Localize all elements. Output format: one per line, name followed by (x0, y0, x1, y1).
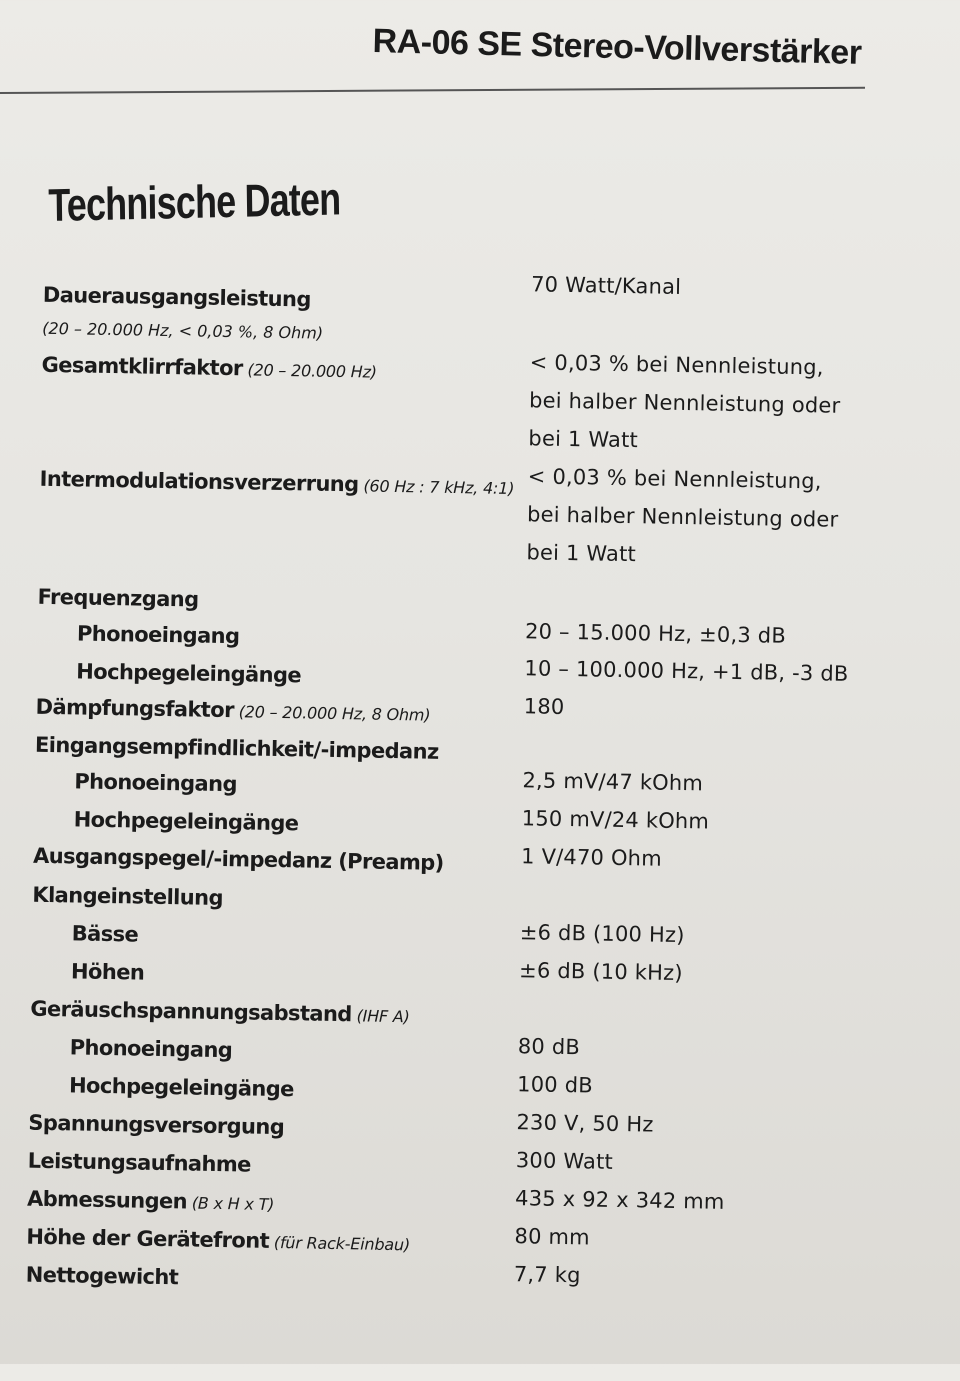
spec-value: ±6 dB (10 kHz) (518, 958, 683, 986)
spec-label (74, 807, 299, 835)
spec-value: < 0,03 % bei Nennleistung, (529, 350, 824, 380)
spec-label-text: Ausgangspegel/-impedanz (Preamp) (32, 843, 444, 875)
spec-note: (60 Hz : 7 kHz, 4:1) (358, 476, 515, 499)
spec-label-text: Spannungsversorgung (28, 1110, 285, 1140)
spec-label (26, 1263, 179, 1290)
spec-label (71, 959, 145, 984)
spec-label-text: Höhe der Gerätefront (26, 1224, 270, 1253)
spec-label (35, 733, 439, 764)
spec-value: 435 x 92 x 342 mm (514, 1186, 725, 1214)
spec-label (76, 659, 301, 687)
spec-value: bei 1 Watt (528, 426, 639, 453)
spec-value: 20 – 15.000 Hz, ±0,3 dB (524, 619, 787, 648)
spec-note: (20 – 20.000 Hz, 8 Ohm) (233, 702, 431, 725)
spec-value: bei halber Nennleistung oder (526, 502, 839, 532)
spec-value: ±6 dB (100 Hz) (519, 920, 685, 948)
spec-note: (für Rack-Einbau) (268, 1232, 411, 1255)
spec-label (33, 844, 444, 875)
spec-value: < 0,03 % bei Nennleistung, (527, 464, 822, 494)
spec-label-text: Nettogewicht (25, 1262, 179, 1290)
spec-label (30, 997, 410, 1028)
spec-label (72, 921, 139, 946)
spec-label-text: Leistungsaufnahme (27, 1148, 251, 1177)
spec-value: 100 dB (516, 1072, 594, 1098)
spec-note: (B x H x T) (186, 1193, 275, 1214)
spec-label (74, 769, 237, 796)
spec-label (28, 1149, 251, 1177)
spec-label-text: Frequenzgang (37, 584, 199, 612)
spec-value: 80 mm (514, 1224, 591, 1250)
spec-value: bei halber Nennleistung oder (528, 388, 841, 418)
spec-value: 80 dB (517, 1034, 581, 1060)
spec-label-text: Intermodulationsverzerrung (39, 466, 359, 497)
spec-value: 300 Watt (515, 1148, 614, 1174)
spec-label (69, 1073, 294, 1101)
spec-label (35, 695, 430, 726)
spec-label-text: Bässe (71, 921, 139, 947)
spec-value: 70 Watt/Kanal (530, 272, 682, 299)
spec-value: 180 (523, 694, 565, 719)
spec-label-text: Hochpegeleingänge (68, 1073, 295, 1102)
spec-label (77, 621, 240, 648)
spec-value: 150 mV/24 kOhm (521, 806, 710, 834)
header-title: RA-06 SE Stereo-Vollverstärker (372, 22, 862, 72)
spec-label (26, 1225, 410, 1256)
spec-label-text: Phonoeingang (69, 1035, 233, 1063)
spec-label-text: Dämpfungsfaktor (35, 694, 235, 723)
spec-value: 2,5 mV/47 kOhm (522, 768, 704, 796)
spec-value: 230 V, 50 Hz (516, 1110, 654, 1137)
spec-label (27, 1187, 275, 1215)
spec-value: bei 1 Watt (526, 540, 637, 567)
spec-label (39, 467, 514, 499)
spec-label-text: Eingangsempfindlichkeit/-impedanz (34, 732, 439, 764)
spec-label-text: Hochpegeleingänge (76, 659, 302, 688)
spec-label-text: Hochpegeleingänge (73, 807, 299, 836)
spec-note: (20 – 20.000 Hz, < 0,03 %, 8 Ohm) (42, 318, 324, 343)
spec-label-text: Abmessungen (26, 1186, 188, 1214)
spec-label (41, 353, 377, 383)
spec-label-text: Dauerausgangsleistung (42, 282, 311, 312)
spec-label-text: Phonoeingang (74, 769, 238, 797)
section-heading: Technische Daten (48, 172, 341, 231)
spec-note: (20 – 20.000 Hz) (242, 360, 377, 382)
spec-label-text: Höhen (70, 959, 145, 985)
spec-label-text: Klangeinstellung (32, 882, 224, 911)
spec-label (32, 883, 223, 910)
spec-label-text: Geräuschspannungsabstand (30, 996, 352, 1027)
spec-label (28, 1111, 284, 1139)
spec-label-text: Phonoeingang (76, 621, 240, 649)
spec-label (43, 283, 311, 312)
spec-value: 1 V/470 Ohm (520, 844, 663, 871)
spec-label-text: Gesamtklirrfaktor (41, 352, 243, 381)
spec-label (37, 585, 198, 612)
spec-note: (IHF A) (351, 1006, 410, 1027)
spec-value: 7,7 kg (513, 1262, 581, 1288)
spec-label (70, 1035, 233, 1062)
spec-value: 10 – 100.000 Hz, +1 dB, -3 dB (524, 656, 849, 686)
